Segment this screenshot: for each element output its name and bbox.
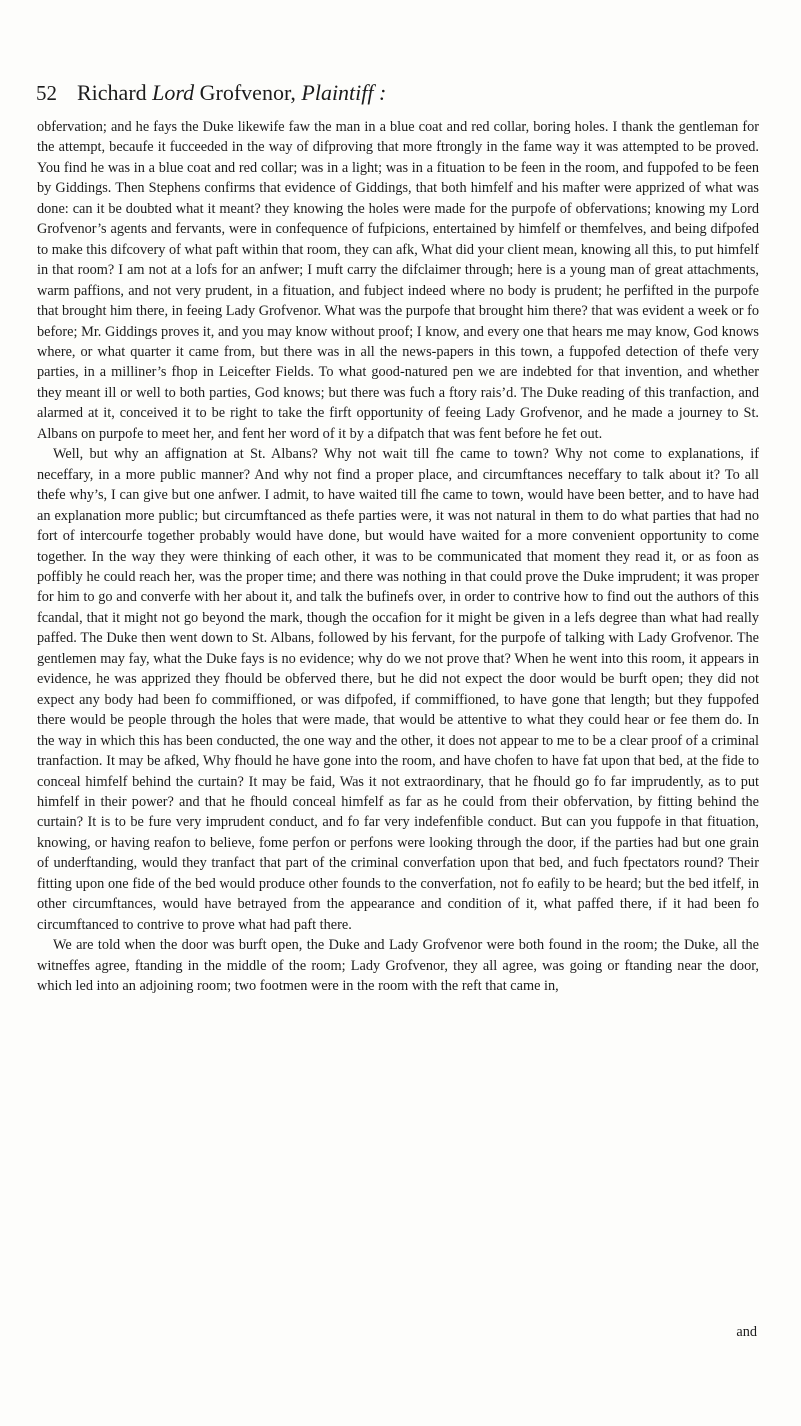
body-text <box>37 117 759 996</box>
paragraph-1: obfervation; and he fays the Duke likewife faw the man in a blue coat and red collar, boring holes. I thank the gentleman for the attempt, becaufe it fucceeded in the way of difproving that more ftrongly in the fame way it was attempted to be proved. You find he was in a blue coat and red collar; was in a light; was in a fituation to be feen in the room, and fuppofed to be feen by Giddings. Then Stephens confirms that evidence of Giddings, that both himfelf and his mafter were apprized of what was done: can it be doubted what it meant? they knowing the holes were made for the purpofe of obfervations; knowing my Lord Grofvenor’s agents and fervants, were in confequence of fufpicions, entertained by himfelf or themfelves, and being difpofed to make this difcovery of what paft within that room, they can afk, What did your client mean, knowing all this, to put himfelf in that room? I am not at a lofs for an anfwer; I muft carry the difclaimer through; here is a young man of great attachments, warm paffions, and not very prudent, in a fituation, and fubject indeed where no body is prudent; he perfifted in the purpofe that brought him there, in feeing Lady Grofvenor. What was the purpofe that brought him there? that was evident a week or fo before; Mr. Giddings proves it, and you may know without proof; I know, and every one that hears me may know, God knows where, or what quarter it came from, but there was in all the news-papers in this town, a fuppofed detection of thefe very parties, in a milliner’s fhop in Leicefter Fields. To what good-natured pen we are indebted for that invention, and whether they meant ill or well to both parties, God knows; but there was fuch a ftory rais’d. The Duke reading of this tranfaction, and alarmed at it, conceived it to be right to take the firft opportunity of feeing Lady Grofvenor, and he made a journey to St. Albans on purpofe to meet her, and fent her word of it by a difpatch that was fent before he fet out. <box>37 119 759 442</box>
catchword: and <box>736 1324 757 1340</box>
running-head-name: Richard <box>77 80 153 105</box>
running-head-role: Plaintiff : <box>301 80 387 105</box>
paragraph-3: We are told when the door was burft open, the Duke and Lady Grofvenor were both found in the room; the Duke, all the witneffes agree, ftanding in the middle of the room; Lady Grofvenor, they all agree, was going or ftanding near the door, which led into an adjoining room; two footmen were in the room with the reft that came in, <box>37 937 759 995</box>
page-number: 52 <box>36 81 57 105</box>
running-head <box>36 76 766 110</box>
running-head-title: Lord <box>152 80 195 105</box>
paragraph-2: Well, but why an affignation at St. Albans? Why not wait till fhe came to town? Why not come to explanations, if neceffary, in a more public manner? And why not find a proper place, and circumftances neceffary to talk about it? To all thefe why’s, I can give but one anfwer. I admit, to have waited till fhe came to town, would have been better, and to have had an explanation more public; but circumftanced as thefe parties were, it was not natural in them to do what parties that had no fort of intercourfe together probably would have done, but would have waited for a more convenient opportunity to come together. In the way they were thinking of each other, it was to be communicated that moment they read it, or as foon as poffibly he could reach her, was the proper time; and there was nothing in that could prove the Duke imprudent; it was proper for him to go and converfe with her about it, and talk the bufinefs over, in order to contrive how to find out the authors of this fcandal, that it might not go beyond the mark, though the occafion for it might be given in a lefs degree than what had really paffed. The Duke then went down to St. Albans, followed by his fervant, for the purpofe of talking with Lady Grofvenor. The gentlemen may fay, what the Duke fays is no evidence; why do we not prove that? When he went into this room, it appears in evidence, he was apprized they fhould be obferved there, but he did not expect the door would be burft open; they did not expect any body had been fo commiffioned, or was difpofed, if commiffioned, to have gone that length; but they fuppofed there would be people through the holes that were made, that would be attentive to what they could hear or fee them do. In the way in which this has been conducted, the one way and the other, it does not appear to me to be a clear proof of a criminal tranfaction. It may be afked, Why fhould he have gone into the room, and have chofen to have fat upon that bed, at the fide to conceal himfelf behind the curtain? It may be faid, Was it not extraordinary, that he fhould go fo far imprudently, as to put himfelf in their power? and that he fhould conceal himfelf as far as he could from their obfervation, by fitting behind the curtain? It is to be fure very imprudent conduct, and fo far very indefenfible conduct. But can you fuppofe in that fituation, knowing, or having reafon to believe, fome perfon or perfons were looking through the door, if the parties had but one grain of underftanding, would they tranfact that part of the criminal converfation upon that bed, and fuch fpectators round? Their fitting upon one fide of the bed would produce other founds to the converfation, not fo eafily to be heard; but the bed itfelf, in other circumftances, would have betrayed from the appearance and condition of it, what paffed there, if it had been fo circumftanced to contrive to prove what had paft there. <box>37 446 759 933</box>
running-head-name-rest: Grofvenor, <box>194 80 302 105</box>
